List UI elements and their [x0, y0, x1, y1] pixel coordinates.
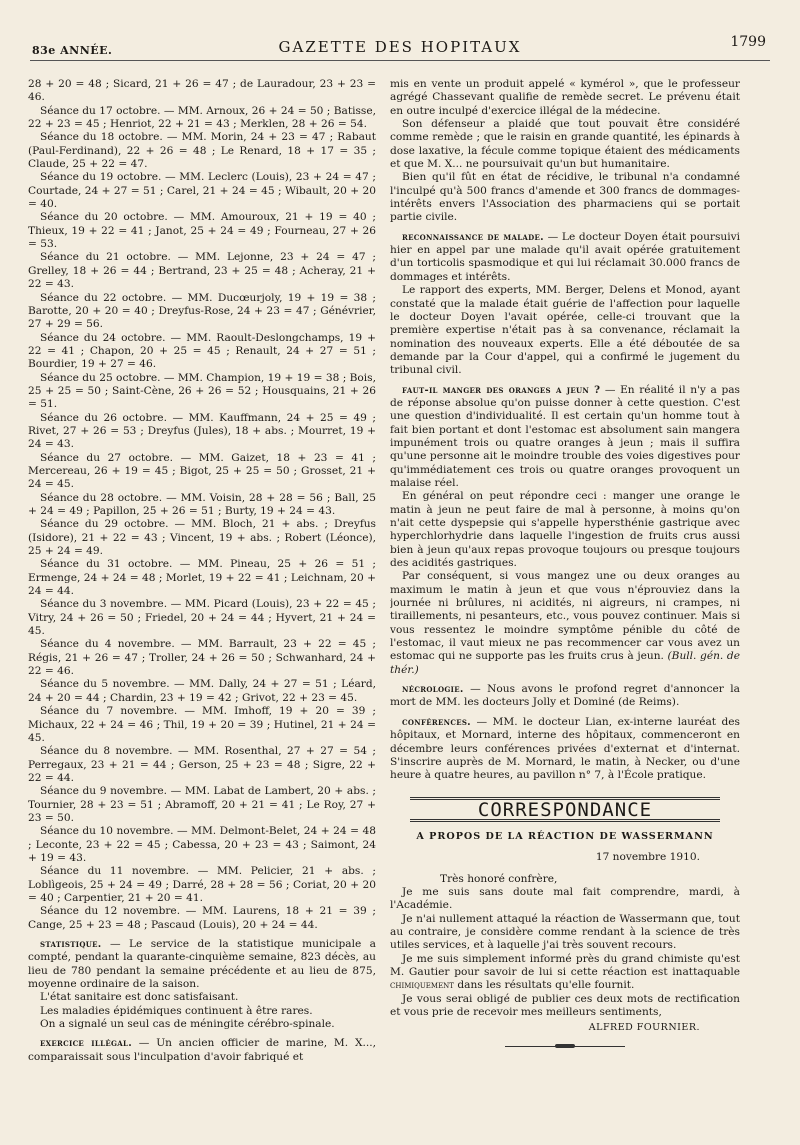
reconnaissance-text: — Le docteur Doyen était poursuivi hier en appel par une malade qu'il avait opérée gratuitement d'un torticolis spasmodique et qui lui réclamait 30.000 francs de dommages et intérêts. [390, 230, 740, 283]
seance-paragraph: Séance du 3 novembre. — MM. Picard (Louis), 23 + 22 = 45 ; Vitry, 24 + 26 = 50 ; Friedel, 20 + 24 = 44 ; Hyvert, 21 + 24 = 45. [28, 598, 376, 638]
kymerol-paragraph-1: mis en vente un produit appelé « kymérol », que le professeur agrégé Chassevant qualifie de remède secret. Le prévenu était en outre inculpé d'exercice illégal de la médecine. [390, 78, 740, 117]
journal-title: GAZETTE DES HOPITAUX [278, 38, 522, 56]
oranges-paragraph-3 [390, 570, 740, 677]
seance-paragraph: Séance du 4 novembre. — MM. Barrault, 23 + 22 = 45 ; Régis, 21 + 26 = 47 ; Troller, 24 + 26 = 50 ; Schwanhard, 24 + 22 = 46. [28, 638, 376, 678]
reconnaissance-paragraph-2: Le rapport des experts, MM. Berger, Delens et Monod, ayant constaté que la malade était guérie de l'affection pour laquelle le docteur Doyen l'avait opérée, celle-ci trouvant que la première expertise n'était pas à sa convenance, réclamait la nomination des nouveaux experts. Elle a été déboutée de sa demande par la Cour d'appel, qui a confirmé le jugement du tribunal civil. [390, 284, 740, 377]
oranges-heading: faut-il manger des oranges a jeun ? [402, 384, 601, 396]
letter-text-3c: dans les résultats qu'elle fournit. [453, 979, 635, 992]
seance-paragraph: Séance du 20 octobre. — MM. Amouroux, 21 + 19 = 40 ; Thieux, 19 + 22 = 41 ; Janot, 25 + 24 = 49 ; Fourneau, 27 + 26 = 53. [28, 211, 376, 251]
oranges-text: — En réalité il n'y a pas de réponse absolue qu'on puisse donner à cette question. C'est une question d'individualité. Il est certain qu'un homme tout à fait bien portant et dont l'estomac est absolument sain mangera impunément trois ou quatre oranges à jeun ; mais il suffira qu'une personne ait le moindre trouble des voies digestives pour qu'immédiatement ces trois ou quatre oranges provoquent un malaise réel. [390, 383, 740, 489]
conferences-heading: conférences. [402, 716, 471, 728]
seance-paragraph: Séance du 31 octobre. — MM. Pineau, 25 + 26 = 51 ; Ermenge, 24 + 24 = 48 ; Morlet, 19 + 22 = 41 ; Leichnam, 20 + 24 = 44. [28, 558, 376, 598]
reconnaissance-heading: reconnaissance de malade. [402, 231, 544, 243]
oranges-citation: (Bull. gén. de thér.) [390, 650, 740, 676]
oranges-paragraph-2: En général on peut répondre ceci : manger une orange le matin à jeun ne peut faire de mal à personne, à moins qu'on n'ait cette dyspepsie qui s'appelle hypersthénie gastrique avec hyperchlorhydrie dans laquelle l'ingestion de fruits crus aussi bien à jeun qu'aux repas provoque toujours ou presque toujours des acidités gastriques. [390, 490, 740, 570]
seance-paragraph: Séance du 29 octobre. — MM. Bloch, 21 + abs. ; Dreyfus (Isidore), 21 + 22 = 43 ; Vincent, 19 + abs. ; Robert (Léonce), 25 + 24 = 49. [28, 518, 376, 558]
kymerol-paragraph-2: Son défenseur a plaidé que tout pouvait être considéré comme remède ; que le raisin en grande quantité, les épinards à dose laxative, la fécule comme topique étaient des médicaments et que M. X... ne poursuivait qu'un but humanitaire. [390, 118, 740, 171]
letter-text-3a: Je me suis simplement informé près du grand chimiste qu'est M. Gautier pour savoir de lui si cette réaction est inattaquable [390, 952, 740, 978]
end-rule [505, 1045, 625, 1049]
seance-paragraph: Séance du 21 octobre. — MM. Lejonne, 23 + 24 = 47 ; Grelley, 18 + 26 = 44 ; Bertrand, 23 + 25 = 48 ; Acheray, 21 + 22 = 43. [28, 251, 376, 291]
oranges-paragraph [390, 384, 740, 491]
exercice-text: — Un ancien officier de marine, M. X..., comparaissait sous l'inculpation d'avoir fabriqué et [28, 1037, 376, 1063]
exercice-heading: exercice illégal. [40, 1038, 132, 1050]
seance-list [28, 78, 376, 932]
seance-paragraph: Séance du 18 octobre. — MM. Morin, 24 + 23 = 47 ; Rabaut (Paul-Ferdinand), 22 + 26 = 48 ; Le Renard, 18 + 17 = 35 ; Claude, 25 + 22 = 47. [28, 131, 376, 171]
necrologie-heading: nécrologie. [402, 684, 464, 696]
right-column [390, 78, 740, 1128]
seance-paragraph: Séance du 28 octobre. — MM. Voisin, 28 + 28 = 56 ; Ball, 25 + 24 = 49 ; Papillon, 25 + 26 = 51 ; Burty, 19 + 24 = 43. [28, 491, 376, 517]
seance-paragraph: Séance du 17 octobre. — MM. Arnoux, 26 + 24 = 50 ; Batisse, 22 + 23 = 45 ; Henriot, 22 + 21 = 43 ; Merklen, 28 + 26 = 54. [28, 104, 376, 131]
letter-date: 17 novembre 1910. [595, 851, 700, 864]
seance-paragraph: Séance du 8 novembre. — MM. Rosenthal, 27 + 27 = 54 ; Perregaux, 23 + 21 = 44 ; Gerson, 25 + 23 = 48 ; Sigre, 22 + 22 = 44. [28, 745, 376, 784]
letter-paragraph-1: Je me suis sans doute mal fait comprendre, mardi, à l'Académie. [390, 885, 740, 912]
year-label: 83e ANNÉE. [32, 44, 113, 57]
exercice-paragraph [28, 1037, 376, 1064]
left-column [28, 78, 376, 1128]
statistique-paragraph-4: On a signalé un seul cas de méningite cérébro-spinale. [40, 1018, 335, 1031]
seance-paragraph: Séance du 27 octobre. — MM. Gaizet, 18 + 23 = 41 ; Mercereau, 26 + 19 = 45 ; Bigot, 25 + 25 = 50 ; Grosset, 21 + 24 = 45. [28, 451, 376, 491]
seance-paragraph: Séance du 11 novembre. — MM. Pelicier, 21 + abs. ; Loblìgeois, 25 + 24 = 49 ; Darré, 28 + 28 = 56 ; Coriat, 20 + 20 = 40 ; Carpentier, 21 + 20 = 41. [28, 865, 376, 904]
necrologie-text: — Nous avons le profond regret d'annoncer la mort de MM. les docteurs Jolly et Dominé (de Reims). [390, 683, 740, 709]
seance-paragraph: 28 + 20 = 48 ; Sicard, 21 + 26 = 47 ; de Lauradour, 23 + 23 = 46. [28, 78, 376, 104]
seance-paragraph: Séance du 26 octobre. — MM. Kauffmann, 24 + 25 = 49 ; Rivet, 27 + 26 = 53 ; Dreyfus (Jules), 18 + abs. ; Mourret, 19 + 24 = 43. [28, 411, 376, 451]
letter-paragraph-2: Je n'ai nullement attaqué la réaction de Wassermann que, tout au contraire, je considère comme rendant à la science de très utiles services, et à laquelle j'ai très souvent recours. [390, 912, 740, 952]
letter-subtitle: A PROPOS DE LA RÉACTION DE WASSERMANN [416, 830, 714, 842]
reconnaissance-paragraph [390, 231, 740, 284]
seance-paragraph: Séance du 24 octobre. — MM. Raoult-Deslongchamps, 19 + 22 = 41 ; Chapon, 20 + 25 = 45 ; Renault, 24 + 27 = 51 ; Bourdier, 19 + 27 = 46. [28, 331, 376, 371]
seance-paragraph: Séance du 25 octobre. — MM. Champion, 19 + 19 = 38 ; Bois, 25 + 25 = 50 ; Saint-Cène, 26 + 26 = 52 ; Housquains, 21 + 26 = 51. [28, 371, 376, 411]
seance-paragraph: Séance du 19 octobre. — MM. Leclerc (Louis), 23 + 24 = 47 ; Courtade, 24 + 27 = 51 ; Carel, 21 + 24 = 45 ; Wibault, 20 + 20 = 40. [28, 171, 376, 211]
seance-paragraph: Séance du 9 novembre. — MM. Labat de Lambert, 20 + abs. ; Tournier, 28 + 23 = 51 ; Abramoff, 20 + 21 = 41 ; Le Roy, 27 + 23 = 50. [28, 785, 376, 824]
statistique-text: — Le service de la statistique municipale a compté, pendant la quarante-cinquième semaine, 823 décès, au lieu de 780 pendant la semaine précédente et au lieu de 875, moyenne ordinaire de la saison. [28, 938, 376, 991]
kymerol-paragraph-3: Bien qu'il fût en état de récidive, le tribunal n'a condamné l'inculpé qu'à 500 francs d'amende et 300 francs de dommages-intérêts envers l'Association des pharmaciens qui se portait partie civile. [390, 171, 740, 224]
letter-salutation: Très honoré confrère, [440, 872, 558, 885]
seance-paragraph: Séance du 10 novembre. — MM. Delmont-Belet, 24 + 24 = 48 ; Leconte, 23 + 22 = 45 ; Cabessa, 20 + 23 = 43 ; Saimont, 24 + 19 = 43. [28, 825, 376, 864]
statistique-paragraph-2: L'état sanitaire est donc satisfaisant. [40, 991, 239, 1004]
correspondance-banner: CORRESPONDANCE [410, 797, 720, 822]
statistique-heading: statistique. [40, 939, 102, 950]
seance-paragraph: Séance du 12 novembre. — MM. Laurens, 18 + 21 = 39 ; Cange, 25 + 23 = 48 ; Pascaud (Louis), 20 + 24 = 44. [28, 905, 376, 931]
letter-paragraph-4: Je vous serai obligé de publier ces deux mots de rectification et vous prie de recevoir mes meilleurs sentiments, [390, 992, 740, 1018]
statistique-paragraph-3: Les maladies épidémiques continuent à être rares. [40, 1004, 313, 1017]
letter-emphasis: chimiquement [390, 979, 454, 992]
statistique-paragraph [28, 938, 376, 991]
letter-paragraph-3 [390, 953, 740, 993]
necrologie-paragraph [390, 683, 740, 710]
seance-paragraph: Séance du 5 novembre. — MM. Dally, 24 + 27 = 51 ; Léard, 24 + 20 = 44 ; Chardin, 23 + 19 = 42 ; Grivot, 22 + 23 = 45. [28, 678, 376, 704]
page-header [30, 30, 770, 61]
oranges-text-3: Par conséquent, si vous mangez une ou deux oranges au maximum le matin à jeun et que vous n'éprouviez dans la journée ni brûlures, ni acidités, ni aigreurs, ni crampes, ni tiraillements, ni pesanteurs, etc., vous pouvez continuer. Mais si vous ressentez le moindre symptôme pénible du côté de l'estomac, il vaut mieux ne pas recommencer car vous avez un estomac qui ne supporte pas les fruits crus à jeun. [390, 570, 740, 663]
seance-paragraph: Séance du 7 novembre. — MM. Imhoff, 19 + 20 = 39 ; Michaux, 22 + 24 = 46 ; Thil, 19 + 20 = 39 ; Hutinel, 21 + 24 = 45. [28, 705, 376, 744]
conferences-paragraph [390, 716, 740, 783]
letter-signature: ALFRED FOURNIER. [588, 1022, 700, 1034]
conferences-text: — MM. le docteur Lian, ex-interne lauréat des hôpitaux, et Mornard, interne des hôpitaux, commenceront en décembre leurs conférences privées d'externat et d'internat. S'inscrire auprès de M. Mornard, le matin, à Necker, ou d'une heure à quatre heures, au pavillon n° 7, à l'École pratique. [390, 715, 740, 782]
seance-paragraph: Séance du 22 octobre. — MM. Ducœurjoly, 19 + 19 = 38 ; Barotte, 20 + 20 = 40 ; Dreyfus-Rose, 24 + 23 = 47 ; Génévrier, 27 + 29 = 56. [28, 291, 376, 331]
page-number: 1799 [730, 34, 766, 50]
